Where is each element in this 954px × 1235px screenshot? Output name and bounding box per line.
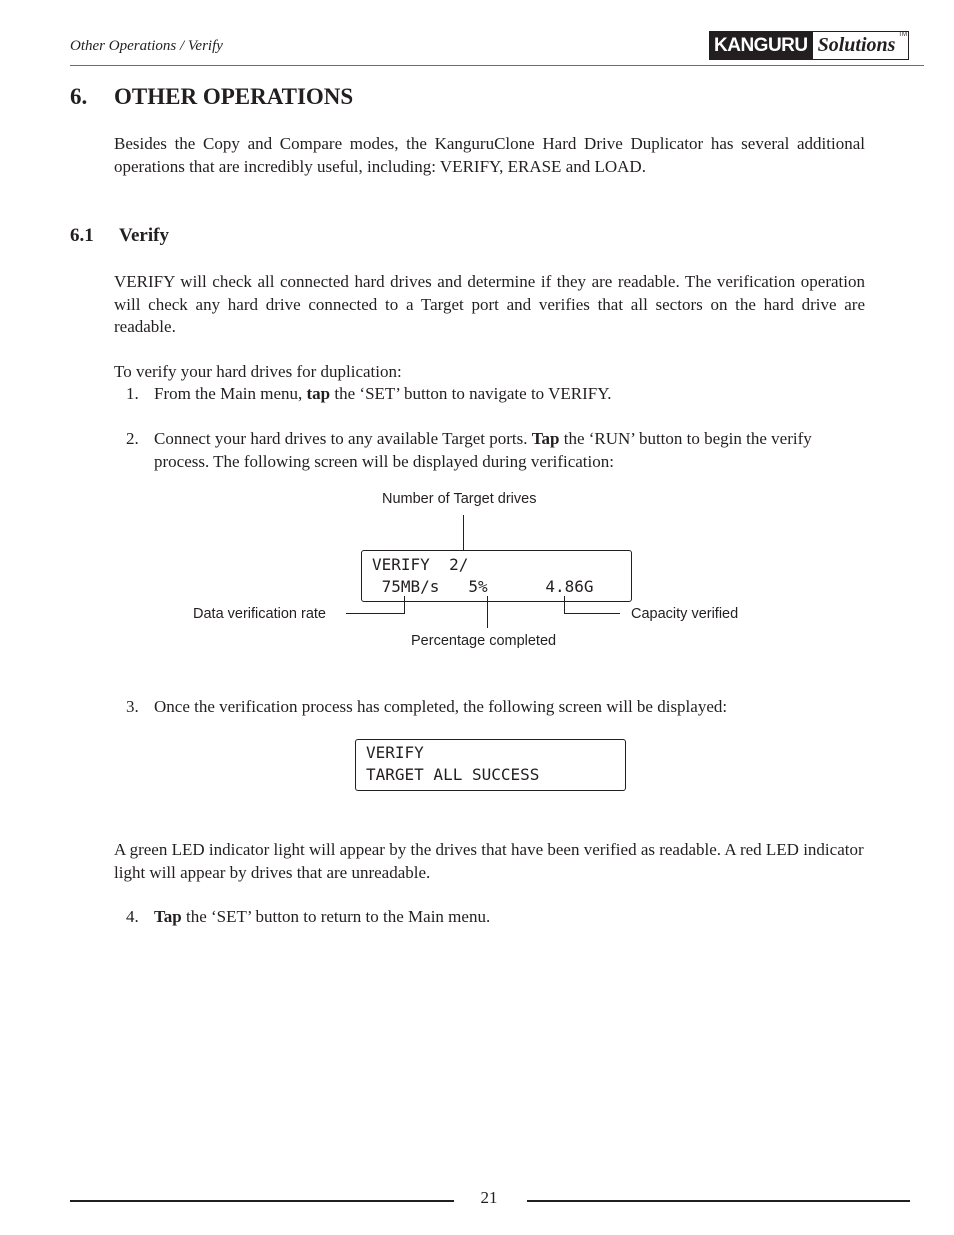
leader-line-capacity-h xyxy=(564,613,620,614)
step-3 xyxy=(114,696,865,719)
leader-line-rate-h xyxy=(346,613,405,614)
section-title: OTHER OPERATIONS xyxy=(114,84,354,109)
step-text: Once the verification process has completed, the following screen will be displayed: xyxy=(154,697,728,716)
callout-target-drives: Number of Target drives xyxy=(382,491,537,507)
step-number: 1. xyxy=(126,384,139,403)
logo-brand: KANGURU xyxy=(710,32,813,59)
section-heading xyxy=(70,84,353,110)
kanguru-logo xyxy=(709,31,909,60)
page-number: 21 xyxy=(480,1188,498,1207)
lcd-verify-complete xyxy=(355,739,626,791)
verify-lead-in: To verify your hard drives for duplication: xyxy=(114,362,402,381)
section-number: 6. xyxy=(70,84,88,109)
logo-suffix: Solutions xyxy=(817,34,896,56)
led-indicator-note: A green LED indicator light will appear by the drives that have been verified as readable. A red LED indicator light will appear by drives that are unreadable. xyxy=(114,840,864,882)
subsection-title: Verify xyxy=(119,225,169,246)
step-number: 4. xyxy=(126,907,139,926)
subsection-number: 6.1 xyxy=(70,225,94,246)
verify-description: VERIFY will check all connected hard drives and determine if they are readable. The verification operation will check any hard drive connected to a Target port and verifies that all sectors on the hard drive are readable. xyxy=(114,272,865,336)
footer-rule-right xyxy=(527,1200,910,1202)
running-header: Other Operations / Verify xyxy=(70,38,223,54)
step-text: Connect your hard drives to any available Target ports. Tap the ‘RUN’ button to begin the verify process. The following screen will be displayed during verification: xyxy=(154,429,812,471)
callout-percentage: Percentage completed xyxy=(411,633,557,649)
header-divider xyxy=(70,65,924,66)
lcd-line-2: TARGET ALL SUCCESS xyxy=(366,765,540,784)
logo-trademark: TM xyxy=(898,32,907,38)
lcd-line-1: VERIFY 2/ xyxy=(372,555,469,574)
step-text: Tap the ‘SET’ button to return to the Main menu. xyxy=(154,907,491,926)
leader-line-target xyxy=(463,515,464,551)
subsection-heading xyxy=(70,225,169,247)
lcd-verify-progress xyxy=(361,550,632,602)
step-text: From the Main menu, tap the ‘SET’ button to navigate to VERIFY. xyxy=(154,384,612,403)
lcd-line-2: 75MB/s 5% 4.86G xyxy=(372,577,594,596)
step-number: 2. xyxy=(126,429,139,448)
lcd-line-1: VERIFY xyxy=(366,743,424,762)
step-number: 3. xyxy=(126,697,139,716)
callout-verification-rate: Data verification rate xyxy=(193,606,326,622)
footer-rule-left xyxy=(70,1200,454,1202)
step-1 xyxy=(114,383,865,406)
callout-capacity: Capacity verified xyxy=(631,606,739,622)
leader-line-capacity-v xyxy=(564,596,565,614)
step-4 xyxy=(114,906,865,929)
leader-line-percentage xyxy=(487,596,488,628)
leader-line-rate-v xyxy=(404,596,405,614)
step-2 xyxy=(114,428,865,473)
section-intro: Besides the Copy and Compare modes, the KanguruClone Hard Drive Duplicator has several additional operations that are incredibly useful, including: VERIFY, ERASE and LOAD. xyxy=(114,134,865,176)
